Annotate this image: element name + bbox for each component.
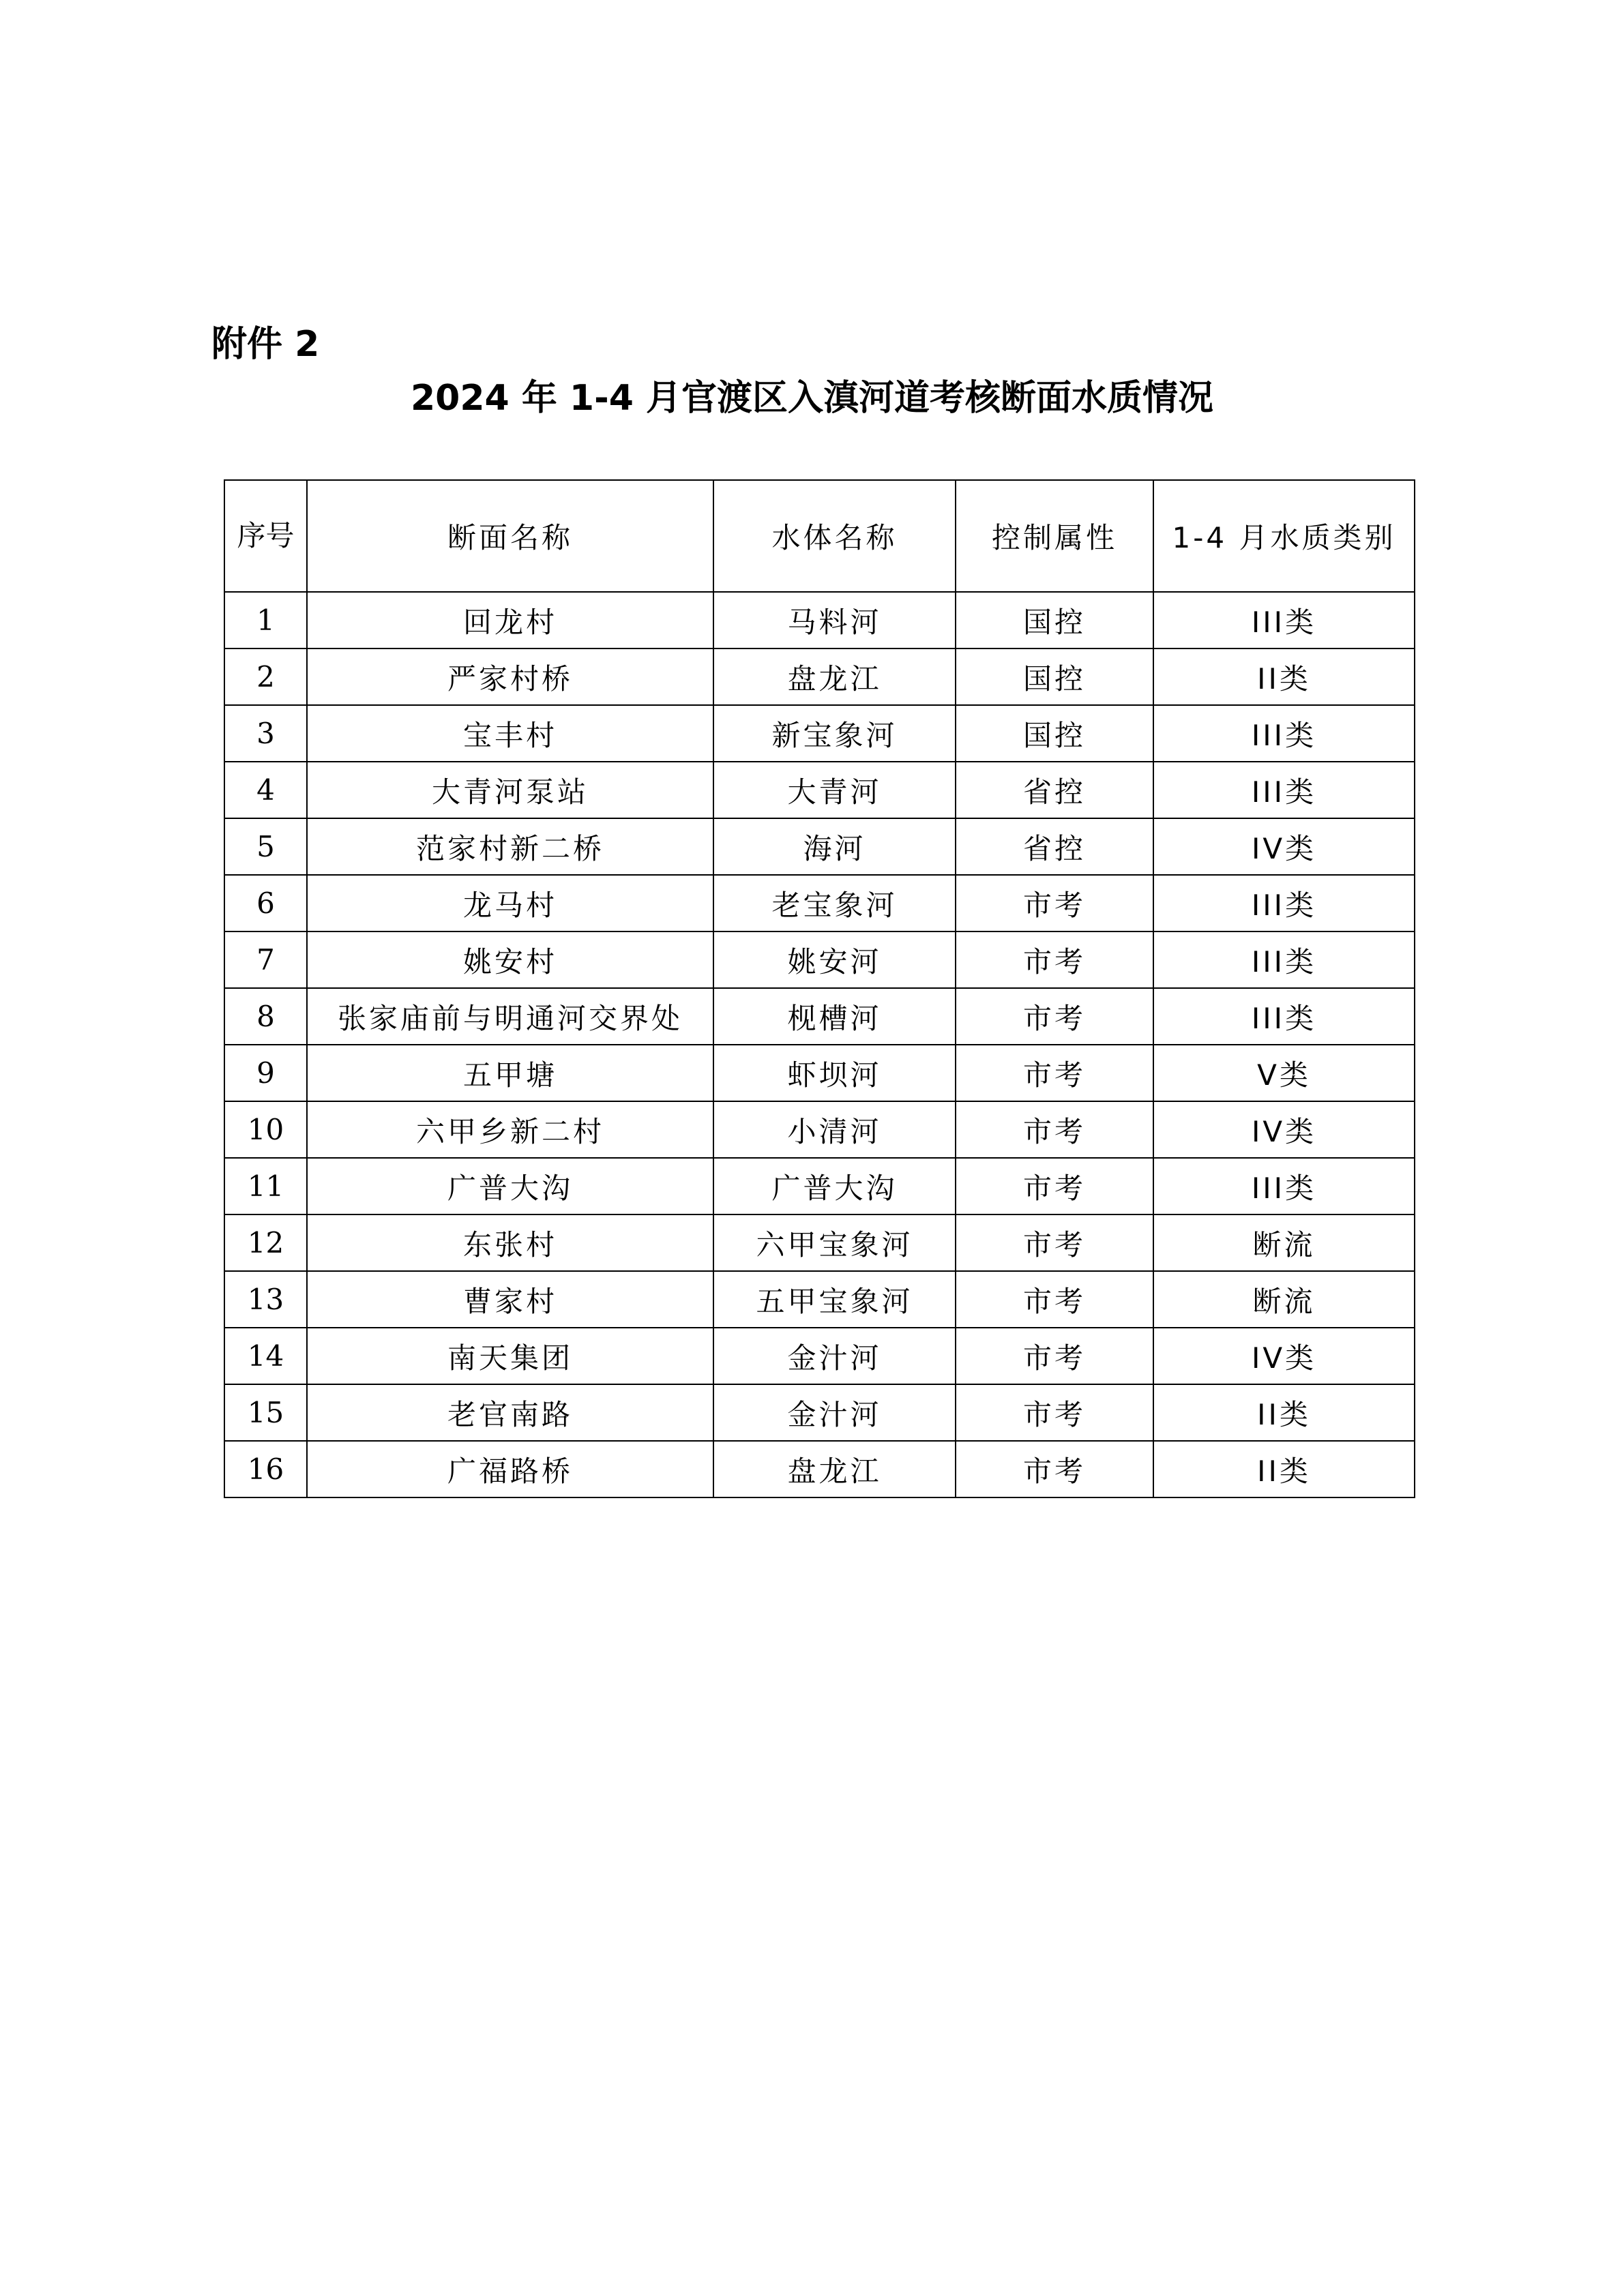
table-row: [224, 705, 1415, 762]
cell-section-name: 老官南路: [307, 1384, 713, 1441]
cell-control-type: 国控: [956, 592, 1153, 648]
cell-seq: 14: [224, 1328, 307, 1384]
cell-water-body: 金汁河: [713, 1384, 956, 1441]
cell-seq: 6: [224, 875, 307, 931]
cell-seq: 13: [224, 1271, 307, 1328]
cell-seq: 16: [224, 1441, 307, 1497]
cell-section-name: 龙马村: [307, 875, 713, 931]
cell-water-quality: IV类: [1153, 818, 1415, 875]
table-row: [224, 1045, 1415, 1101]
document-title: 2024 年 1-4 月官渡区入滇河道考核断面水质情况: [411, 378, 1213, 419]
cell-water-body: 枧槽河: [713, 988, 956, 1045]
cell-seq: 3: [224, 705, 307, 762]
cell-section-name: 姚安村: [307, 931, 713, 988]
cell-control-type: 国控: [956, 705, 1153, 762]
cell-water-body: 虾坝河: [713, 1045, 956, 1101]
header-water-body: 水体名称: [713, 480, 956, 592]
cell-water-body: 广普大沟: [713, 1158, 956, 1214]
cell-water-body: 盘龙江: [713, 1441, 956, 1497]
cell-water-quality: V类: [1153, 1045, 1415, 1101]
cell-water-body: 五甲宝象河: [713, 1271, 956, 1328]
header-control-type: 控制属性: [956, 480, 1153, 592]
table-row: [224, 762, 1415, 818]
cell-control-type: 市考: [956, 1384, 1153, 1441]
cell-control-type: 市考: [956, 931, 1153, 988]
attachment-label: 附件 2: [211, 324, 320, 365]
table-row: [224, 648, 1415, 705]
cell-control-type: 市考: [956, 1441, 1153, 1497]
cell-water-quality: IV类: [1153, 1328, 1415, 1384]
table-row: [224, 1441, 1415, 1497]
table-row: [224, 875, 1415, 931]
cell-control-type: 省控: [956, 762, 1153, 818]
cell-section-name: 五甲塘: [307, 1045, 713, 1101]
cell-water-body: 金汁河: [713, 1328, 956, 1384]
cell-seq: 5: [224, 818, 307, 875]
table-row: [224, 592, 1415, 648]
cell-seq: 11: [224, 1158, 307, 1214]
cell-water-quality: II类: [1153, 1384, 1415, 1441]
cell-section-name: 六甲乡新二村: [307, 1101, 713, 1158]
table-header-row: [224, 480, 1415, 592]
cell-section-name: 宝丰村: [307, 705, 713, 762]
cell-seq: 10: [224, 1101, 307, 1158]
cell-water-quality: III类: [1153, 762, 1415, 818]
cell-water-body: 老宝象河: [713, 875, 956, 931]
table-row: [224, 931, 1415, 988]
cell-water-body: 小清河: [713, 1101, 956, 1158]
cell-water-quality: III类: [1153, 1158, 1415, 1214]
table-row: [224, 988, 1415, 1045]
cell-section-name: 张家庙前与明通河交界处: [307, 988, 713, 1045]
cell-seq: 8: [224, 988, 307, 1045]
table-row: [224, 1328, 1415, 1384]
cell-water-quality: III类: [1153, 592, 1415, 648]
cell-section-name: 严家村桥: [307, 648, 713, 705]
cell-seq: 7: [224, 931, 307, 988]
cell-control-type: 市考: [956, 1158, 1153, 1214]
cell-section-name: 东张村: [307, 1214, 713, 1271]
cell-water-body: 姚安河: [713, 931, 956, 988]
header-seq: 序号: [224, 480, 307, 592]
cell-water-body: 六甲宝象河: [713, 1214, 956, 1271]
cell-section-name: 范家村新二桥: [307, 818, 713, 875]
cell-water-quality: 断流: [1153, 1214, 1415, 1271]
cell-control-type: 省控: [956, 818, 1153, 875]
table-row: [224, 1271, 1415, 1328]
cell-water-body: 大青河: [713, 762, 956, 818]
cell-seq: 1: [224, 592, 307, 648]
cell-control-type: 国控: [956, 648, 1153, 705]
cell-control-type: 市考: [956, 875, 1153, 931]
cell-section-name: 回龙村: [307, 592, 713, 648]
table-row: [224, 1214, 1415, 1271]
cell-section-name: 广福路桥: [307, 1441, 713, 1497]
water-quality-table: [224, 479, 1415, 1498]
cell-seq: 12: [224, 1214, 307, 1271]
cell-water-quality: 断流: [1153, 1271, 1415, 1328]
cell-control-type: 市考: [956, 988, 1153, 1045]
cell-seq: 15: [224, 1384, 307, 1441]
cell-control-type: 市考: [956, 1271, 1153, 1328]
cell-control-type: 市考: [956, 1328, 1153, 1384]
cell-water-body: 盘龙江: [713, 648, 956, 705]
cell-section-name: 广普大沟: [307, 1158, 713, 1214]
table-row: [224, 818, 1415, 875]
cell-seq: 4: [224, 762, 307, 818]
cell-water-quality: II类: [1153, 1441, 1415, 1497]
cell-control-type: 市考: [956, 1214, 1153, 1271]
cell-water-quality: II类: [1153, 648, 1415, 705]
table-row: [224, 1101, 1415, 1158]
cell-seq: 9: [224, 1045, 307, 1101]
cell-section-name: 大青河泵站: [307, 762, 713, 818]
cell-water-quality: III类: [1153, 705, 1415, 762]
header-water-quality: 1-4 月水质类别: [1153, 480, 1415, 592]
cell-water-quality: IV类: [1153, 1101, 1415, 1158]
cell-water-body: 海河: [713, 818, 956, 875]
header-section-name: 断面名称: [307, 480, 713, 592]
table-row: [224, 1384, 1415, 1441]
cell-control-type: 市考: [956, 1101, 1153, 1158]
cell-control-type: 市考: [956, 1045, 1153, 1101]
cell-section-name: 曹家村: [307, 1271, 713, 1328]
cell-water-body: 马料河: [713, 592, 956, 648]
table-row: [224, 1158, 1415, 1214]
cell-water-quality: III类: [1153, 875, 1415, 931]
cell-section-name: 南天集团: [307, 1328, 713, 1384]
cell-water-quality: III类: [1153, 988, 1415, 1045]
cell-seq: 2: [224, 648, 307, 705]
cell-water-quality: III类: [1153, 931, 1415, 988]
cell-water-body: 新宝象河: [713, 705, 956, 762]
